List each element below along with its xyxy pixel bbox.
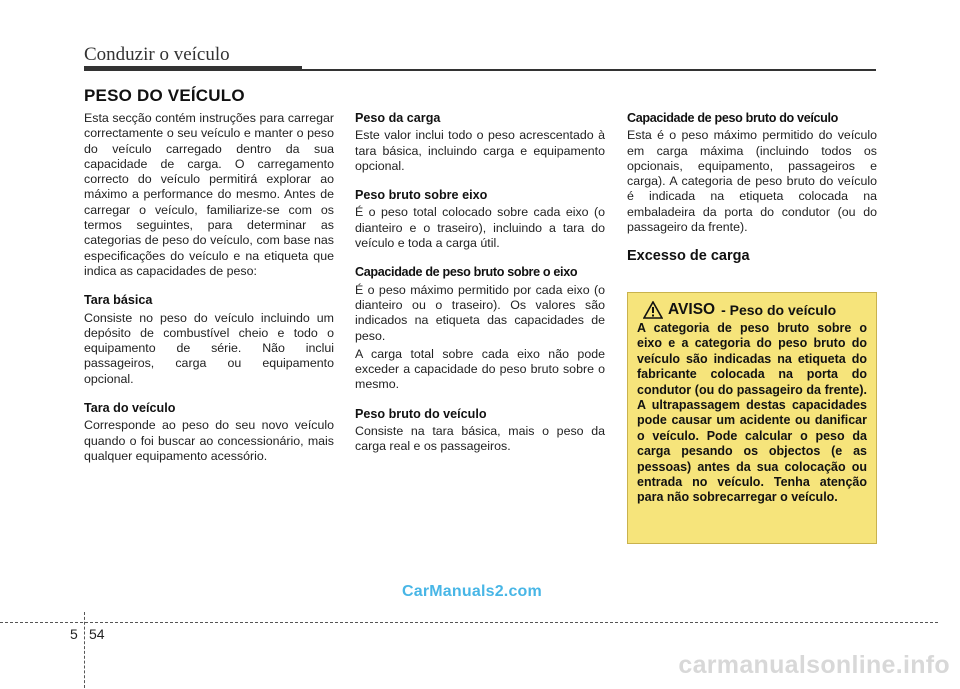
section-title: PESO DO VEÍCULO <box>84 86 245 105</box>
chapter-title: Conduzir o veículo <box>84 44 230 65</box>
carmanuals-watermark: CarManuals2.com <box>402 583 542 600</box>
footer-rule <box>0 622 938 623</box>
peso-bruto-veiculo-heading: Peso bruto do veículo <box>355 406 487 421</box>
column-3 <box>627 111 877 277</box>
warning-label: AVISO <box>668 301 716 318</box>
warning-text: A categoria de peso bruto sobre o eixo e a categoria do peso bruto do veículo são indicadas na etiqueta do fabricante colocada na porta do condutor (ou do passageiro da frente). A ultrapassagem destas capacidades pode causar um acidente ou danificar o veículo. Pode calcular o peso da carga pesando os objectos (e as pessoas) antes da sua colocação ou entrada no veículo. Tenha atenção para não sobrecarregar o veículo. <box>637 321 867 505</box>
column-2 <box>355 111 605 469</box>
cap-eixo-heading: Capacidade de peso bruto sobre o eixo <box>355 265 578 280</box>
intro-paragraph: Esta secção contém instruções para carregar correctamente o seu veículo e manter o peso do veículo carregado dentro da sua capacidade de carga. O carregamento correcto do veículo permitirá explorar ao máximo a performance do mesmo. Antes de carregar o veículo, familiarize-se com os termos seguintes, para determinar as categorias de peso do veículo, com base nas especificações do veículo e na etiqueta que indica as capacidades de peso: <box>84 111 334 278</box>
cap-eixo-text-2: A carga total sobre cada eixo não pode exceder a capacidade do peso bruto sobre o mesmo. <box>355 346 605 392</box>
cap-eixo-text-1: É o peso máximo permitido por cada eixo (o dianteiro ou o traseiro). Os valores são indicados na etiqueta das capacidades de peso. <box>355 282 605 343</box>
warning-triangle-icon <box>643 301 663 319</box>
tara-basica-heading: Tara básica <box>84 293 153 308</box>
warning-subtitle: - Peso do veículo <box>721 302 837 318</box>
page-number: 54 <box>89 626 105 642</box>
page-chapter-number: 5 <box>70 626 78 642</box>
header-rule-thin <box>302 69 876 71</box>
tara-veiculo-heading: Tara do veículo <box>84 401 176 416</box>
peso-bruto-eixo-heading: Peso bruto sobre eixo <box>355 188 488 203</box>
peso-carga-heading: Peso da carga <box>355 111 441 125</box>
footer-vertical-rule <box>84 612 85 688</box>
tara-basica-text: Consiste no peso do veículo incluindo um depósito de combustível cheio e todo o equipamento de série. Não inclui passageiros, carga ou equipamento opcional. <box>84 310 334 386</box>
peso-bruto-veiculo-text: Consiste na tara básica, mais o peso da carga real e os passageiros. <box>355 424 605 454</box>
tara-veiculo-text: Corresponde ao peso do seu novo veículo quando o foi buscar ao concessionário, mais qualquer equipamento acessório. <box>84 418 334 463</box>
header-rule-thick <box>84 66 302 71</box>
warning-header <box>643 301 867 319</box>
cap-veiculo-heading: Capacidade de peso bruto do veículo <box>627 111 838 125</box>
excesso-carga-heading: Excesso de carga <box>627 248 750 265</box>
peso-bruto-eixo-text: É o peso total colocado sobre cada eixo (o dianteiro e o traseiro), incluindo a tara do veículo e toda a carga útil. <box>355 205 605 251</box>
column-1 <box>84 111 334 478</box>
peso-carga-text: Este valor inclui todo o peso acrescentado à tara básica, incluindo carga e equipamento opcional. <box>355 128 605 173</box>
warning-box <box>627 292 877 544</box>
site-watermark: carmanualsonline.info <box>678 651 950 679</box>
cap-veiculo-text: Esta é o peso máximo permitido do veículo em carga máxima (incluindo todos os opcionais, equipamento, passageiros e carga). A categoria de peso bruto do veículo é indicada na etiqueta colocada na embaladeira da porta do condutor (ou do passageiro da frente). <box>627 128 877 235</box>
